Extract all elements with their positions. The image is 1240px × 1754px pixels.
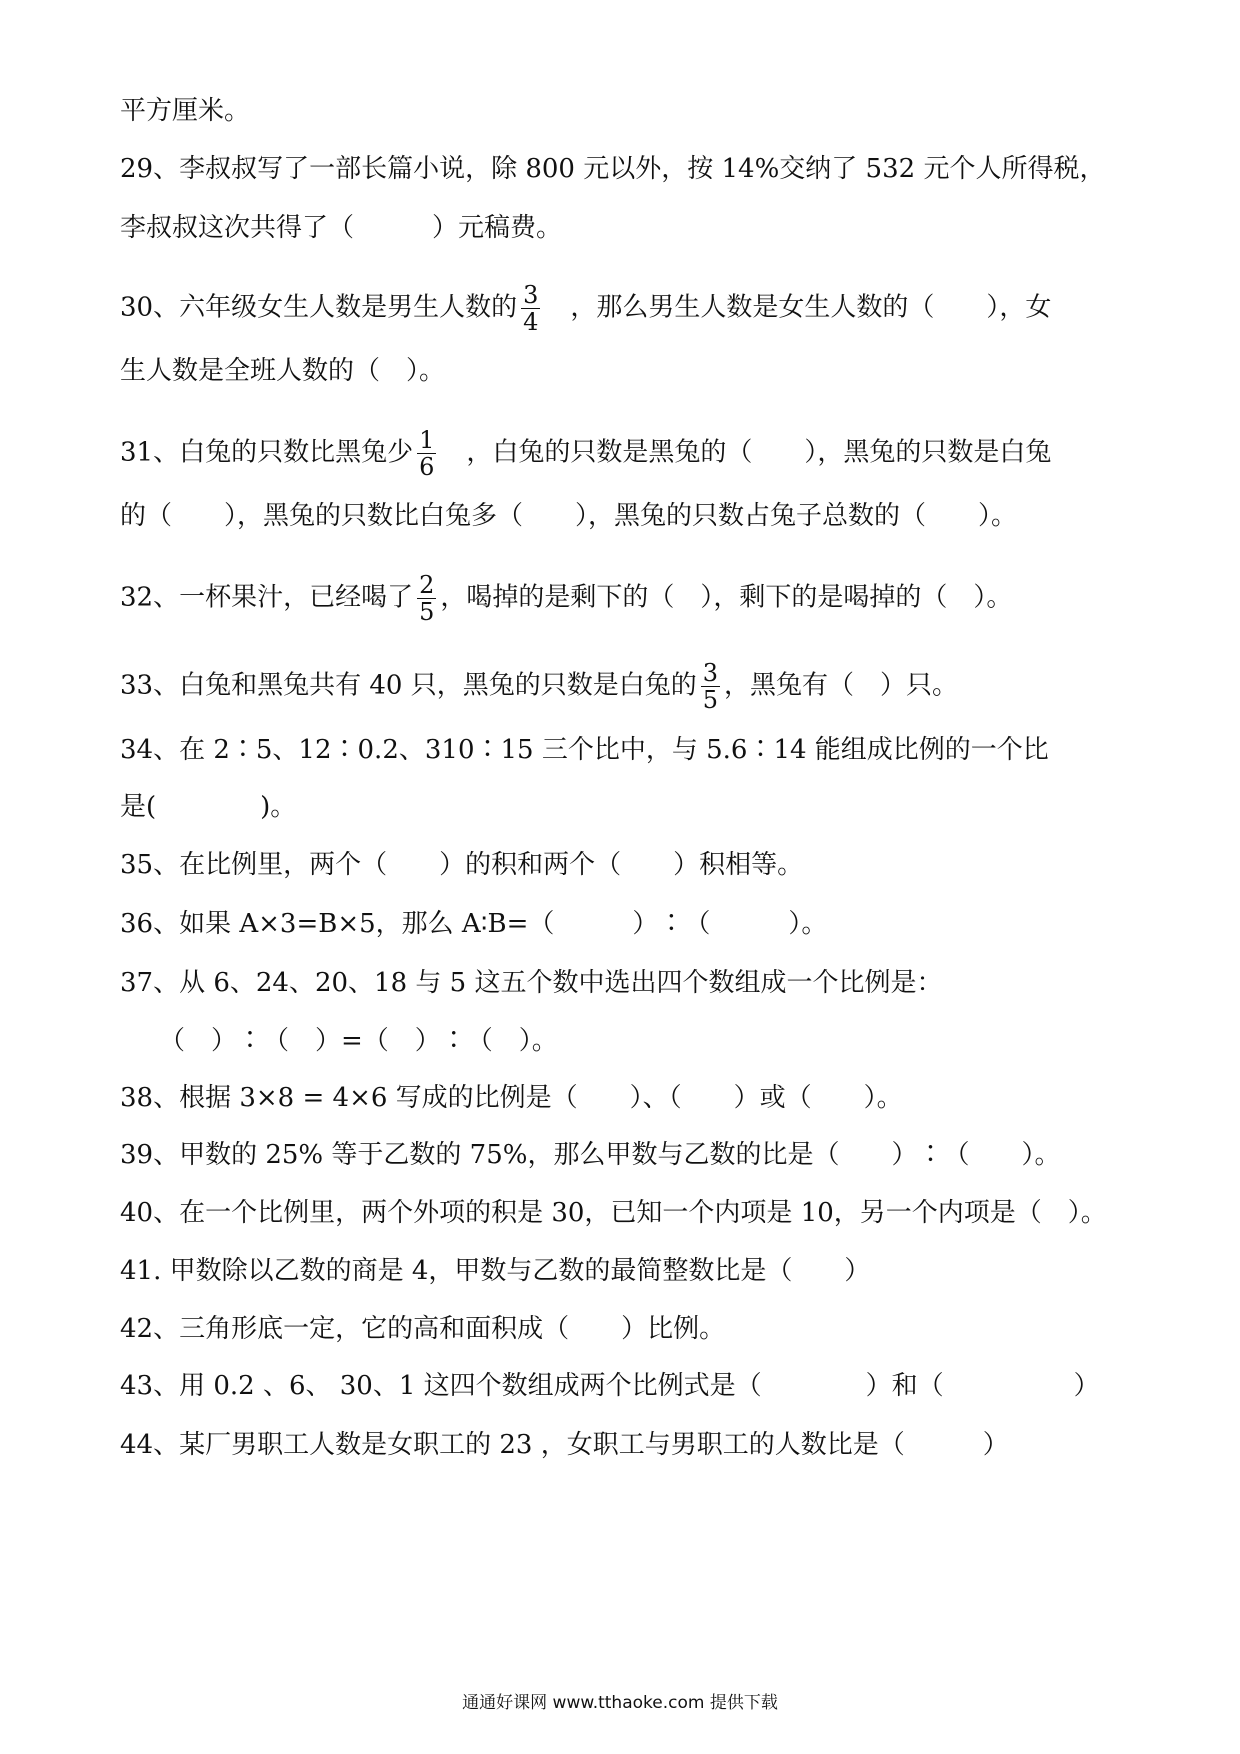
question-30-line-1	[120, 282, 1051, 335]
question-44-line: 44、某厂男职工人数是女职工的 23 ，女职工与男职工的人数比是（ ）	[120, 1430, 1009, 1460]
question-30-pre: 30、六年级女生人数是男生人数的	[120, 292, 518, 323]
fraction-3-5	[701, 660, 720, 713]
fraction-denominator: 4	[523, 308, 539, 336]
fraction-numerator: 1	[419, 426, 435, 454]
question-30-line-2: 生人数是全班人数的（ ）。	[120, 356, 446, 386]
question-29-line-1: 29、李叔叔写了一部长篇小说，除 800 元以外，按 14%交纳了 532 元个人所得税，	[120, 154, 1106, 184]
question-42-line: 42、三角形底一定，它的高和面积成（ ）比例。	[120, 1314, 726, 1344]
question-31-line-2: 的（ ），黑兔的只数比白兔多（ ），黑兔的只数占兔子总数的（ ）。	[120, 501, 1018, 531]
fraction-numerator: 2	[419, 571, 435, 599]
question-33-line	[120, 660, 958, 713]
question-31-post: ，白兔的只数是黑兔的（ ），黑兔的只数是白兔	[440, 437, 1052, 468]
question-32-post: ，喝掉的是剩下的（ ），剩下的是喝掉的（ ）。	[440, 582, 1013, 613]
question-34-line-1: 34、在 2∶5、12∶0.2、310∶15 三个比中，与 5.6∶14 能组成比例的一个比	[120, 735, 1049, 765]
fraction-denominator: 5	[419, 598, 435, 626]
fraction-3-4	[521, 282, 540, 335]
fraction-numerator: 3	[523, 281, 539, 309]
question-43-line: 43、用 0.2 、6、 30、1 这四个数组成两个比例式是（ ）和（ ）	[120, 1371, 1100, 1401]
question-39-line: 39、甲数的 25% 等于乙数的 75%，那么甲数与乙数的比是（ ）∶（ ）。	[120, 1140, 1061, 1170]
fraction-denominator: 5	[702, 686, 718, 714]
footer-credit: 通通好课网 www.tthaoke.com 提供下载	[462, 1693, 778, 1713]
fraction-2-5	[417, 572, 436, 625]
question-31-pre: 31、白兔的只数比黑兔少	[120, 437, 414, 468]
fraction-numerator: 3	[702, 659, 718, 687]
fraction-denominator: 6	[419, 453, 435, 481]
question-38-line: 38、根据 3×8 = 4×6 写成的比例是（ ）、（ ）或（ ）。	[120, 1083, 903, 1113]
question-35-line: 35、在比例里，两个（ ）的积和两个（ ）积相等。	[120, 850, 804, 880]
question-37-line-1: 37、从 6、24、20、18 与 5 这五个数中选出四个数组成一个比例是：	[120, 968, 943, 998]
question-40-line: 40、在一个比例里，两个外项的积是 30，已知一个内项是 10，另一个内项是（ ）。	[120, 1198, 1107, 1228]
question-30-post: ，那么男生人数是女生人数的（ ），女	[544, 292, 1052, 323]
question-29-line-2: 李叔叔这次共得了（ ）元稿费。	[120, 213, 563, 243]
question-33-pre: 33、白兔和黑兔共有 40 只，黑兔的只数是白兔的	[120, 670, 697, 701]
question-41-line: 41. 甲数除以乙数的商是 4，甲数与乙数的最简整数比是（ ）	[120, 1256, 871, 1286]
question-32-line	[120, 572, 1012, 625]
question-34-line-2: 是( )。	[120, 792, 297, 822]
question-37-line-2: （ ）∶（ ）=（ ）∶（ ）。	[120, 1026, 558, 1056]
fraction-1-6	[417, 427, 436, 480]
question-36-line: 36、如果 A×3=B×5，那么 A∶B=（ ）∶（ ）。	[120, 909, 828, 939]
line-continuation: 平方厘米。	[120, 96, 251, 126]
question-32-pre: 32、一杯果汁，已经喝了	[120, 582, 414, 613]
question-33-post: ，黑兔有（ ）只。	[723, 670, 958, 701]
question-31-line-1	[120, 427, 1051, 480]
